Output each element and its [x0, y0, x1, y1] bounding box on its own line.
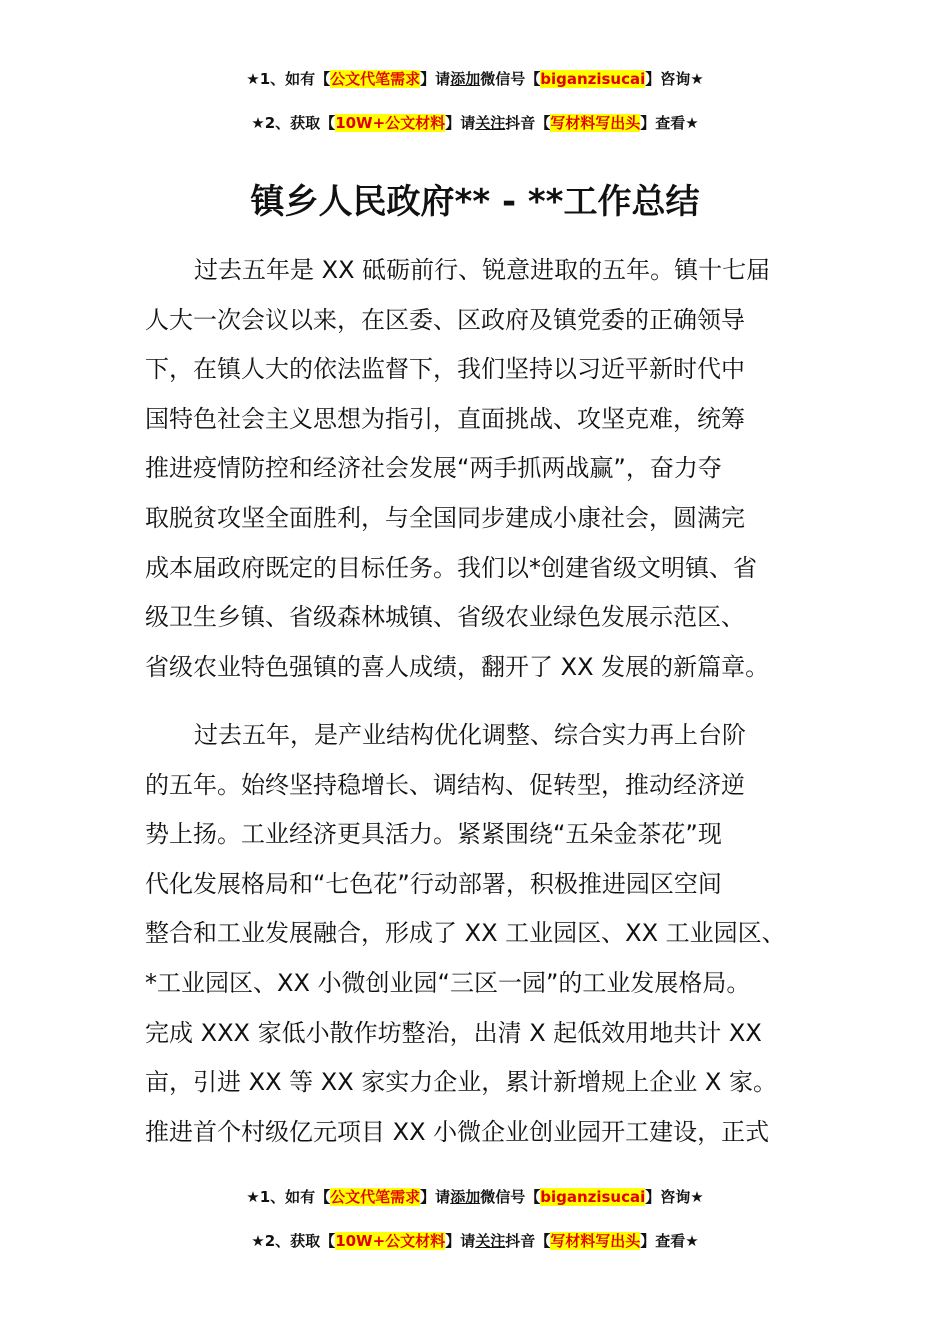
- text-line: 势上扬。工业经济更具活力。紧紧围绕“五朵金茶花”现: [145, 820, 722, 849]
- promo-emphasis: 关注: [475, 1232, 506, 1250]
- promo-text: 】查看★: [640, 1232, 699, 1250]
- promo-text: ★1、如有【: [246, 70, 331, 88]
- promo-text: 微信号【: [480, 1188, 541, 1206]
- text-line: 国特色社会主义思想为指引，直面挑战、攻坚克难，统筹: [145, 404, 745, 433]
- text-line: 人大一次会议以来，在区委、区政府及镇党委的正确领导: [145, 305, 745, 334]
- promo-text: 微信号【: [480, 70, 541, 88]
- promo-text: ★2、获取【: [251, 114, 336, 132]
- text-line: 省级农业特色强镇的喜人成绩，翻开了 XX 发展的新篇章。: [145, 652, 770, 681]
- promo-line-2: [0, 112, 950, 134]
- promo-emphasis: 添加: [450, 70, 481, 88]
- document-title: 镇乡人民政府** - **工作总结: [250, 182, 700, 222]
- promo-line-1: [0, 68, 950, 90]
- text-line: 过去五年是 XX 砥砺前行、锐意进取的五年。镇十七届: [194, 256, 771, 284]
- promo-line-1: [0, 1186, 950, 1208]
- promo-text: 】咨询★: [645, 70, 704, 88]
- text-line: 推进疫情防控和经济社会发展“两手抓两战赢”，奋力夺: [145, 454, 722, 483]
- promo-text: 】请: [420, 70, 451, 88]
- promo-highlight: 10W+公文材料: [335, 114, 446, 132]
- promo-highlight: 公文代笔需求: [330, 1188, 421, 1206]
- text-line: 代化发展格局和“七色花”行动部署，积极推进园区空间: [145, 869, 722, 898]
- promo-emphasis: 添加: [450, 1188, 481, 1206]
- promo-text: ★1、如有【: [246, 1188, 331, 1206]
- promo-emphasis: 关注: [475, 114, 506, 132]
- paragraph-1: [145, 246, 825, 692]
- promo-text: 抖音【: [505, 1232, 551, 1250]
- text-line: 成本届政府既定的目标任务。我们以*创建省级文明镇、省: [145, 553, 757, 582]
- promo-highlight: 公文代笔需求: [330, 70, 421, 88]
- text-line: 级卫生乡镇、省级森林城镇、省级农业绿色发展示范区、: [145, 603, 745, 632]
- text-line: 取脱贫攻坚全面胜利，与全国同步建成小康社会，圆满完: [145, 503, 745, 532]
- text-line: 完成 XXX 家低小散作坊整治，出清 X 起低效用地共计 XX: [145, 1018, 762, 1047]
- promo-highlight: 写材料写出头: [550, 114, 641, 132]
- promo-text: 】请: [420, 1188, 451, 1206]
- text-line: 整合和工业发展融合，形成了 XX 工业园区、XX 工业园区、: [145, 919, 786, 948]
- promo-text: ★2、获取【: [251, 1232, 336, 1250]
- footer-promo-banner: [0, 1186, 950, 1252]
- text-line: 推进首个村级亿元项目 XX 小微企业创业园开工建设，正式: [145, 1117, 770, 1146]
- promo-text: 】请: [445, 1232, 476, 1250]
- promo-line-2: [0, 1230, 950, 1252]
- promo-highlight: 10W+公文材料: [335, 1232, 446, 1250]
- promo-text: 抖音【: [505, 114, 551, 132]
- header-promo-banner: [0, 68, 950, 134]
- promo-text: 】请: [445, 114, 476, 132]
- promo-highlight: biganzisucai: [540, 70, 646, 88]
- text-line: 的五年。始终坚持稳增长、调结构、促转型，推动经济逆: [145, 770, 745, 799]
- text-line: 下，在镇人大的依法监督下，我们坚持以习近平新时代中: [145, 355, 745, 384]
- text-line: 过去五年，是产业结构优化调整、综合实力再上台阶: [194, 721, 746, 749]
- promo-text: 】咨询★: [645, 1188, 704, 1206]
- text-line: 亩，引进 XX 等 XX 家实力企业，累计新增规上企业 X 家。: [145, 1068, 777, 1097]
- promo-highlight: 写材料写出头: [550, 1232, 641, 1250]
- promo-highlight: biganzisucai: [540, 1188, 646, 1206]
- promo-text: 】查看★: [640, 114, 699, 132]
- text-line: *工业园区、XX 小微创业园“三区一园”的工业发展格局。: [145, 968, 751, 997]
- paragraph-2: [145, 711, 825, 1157]
